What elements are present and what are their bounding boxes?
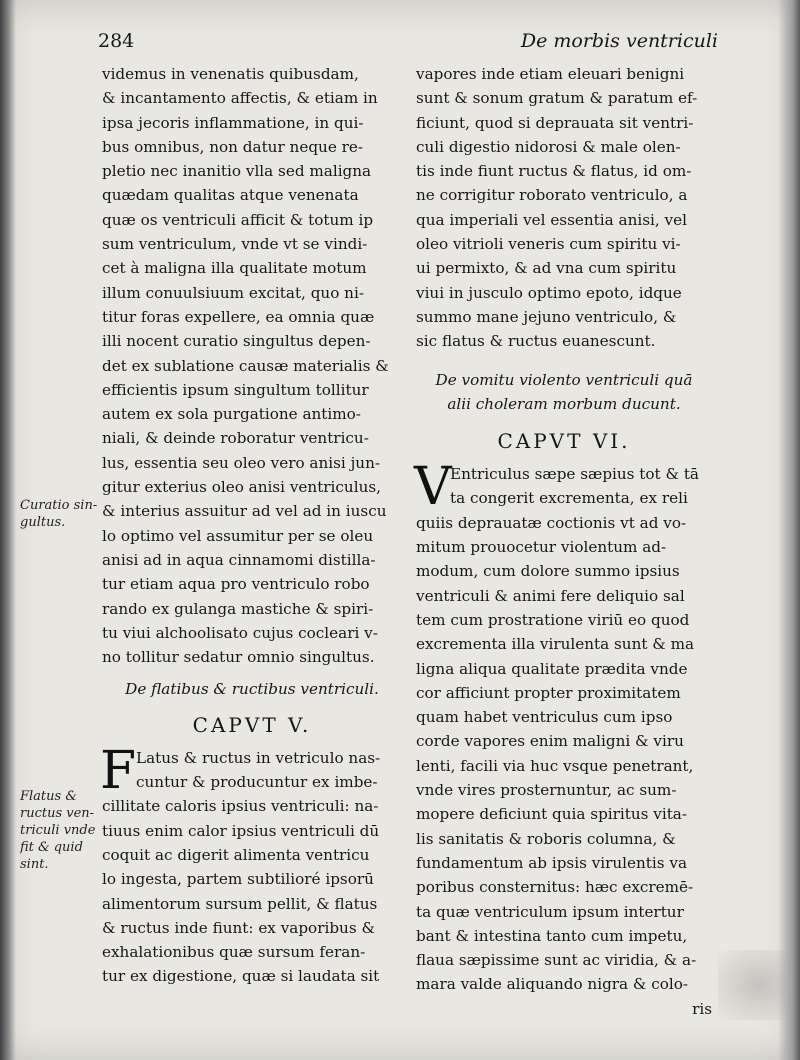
text-line: sum ventriculum, vnde vt se vindi- [102, 235, 368, 254]
text-line: culi digestio nidorosi & male olen- [416, 137, 681, 156]
text-line: tu viui alchoolisato cujus cocleari v- [102, 623, 378, 642]
text-line: gitur exterius oleo anisi ventriculus, [102, 478, 381, 497]
left-column [102, 62, 402, 989]
text-line: cet à maligna illa qualitate motum [102, 259, 367, 278]
text-line: titur foras expellere, ea omnia quæ [102, 307, 375, 326]
text-line: tur etiam aqua pro ventriculo robo [102, 575, 370, 594]
text-line: quam habet ventriculus cum ipso [416, 708, 673, 727]
text-line: & ructus inde fiunt: ex vaporibus & [102, 918, 375, 937]
text-line: ne corrigitur roborato ventriculo, a [416, 186, 688, 205]
text-line: lis sanitatis & roboris columna, & [416, 829, 676, 848]
margin-note-line: sint. [20, 857, 49, 872]
margin-note-line: ructus ven- [20, 806, 95, 821]
text-line: oleo vitrioli veneris cum spiritu vi- [416, 235, 681, 254]
text-line: anisi ad in aqua cinnamomi distilla- [102, 550, 376, 569]
text-line: flaua sæpissime sunt ac viridia, & a- [416, 951, 697, 970]
text-line: Latus & ructus in vetriculo nas- [136, 748, 381, 767]
text-line: mitum prouocetur violentum ad- [416, 538, 667, 557]
text-line: cillitate caloris ipsius ventriculi: na- [102, 797, 379, 816]
text-line: lenti, facili via huc vsque penetrant, [416, 756, 694, 775]
text-line: ipsa jecoris inflammatione, in qui- [102, 113, 364, 132]
margin-note-line: fit & quid [20, 840, 83, 855]
chapter-heading-vi: CAPVT VI. [497, 429, 631, 454]
text-line: ventriculi & animi fere deliquio sal [416, 586, 685, 605]
text-line: det ex sublatione causæ materialis & [102, 356, 389, 375]
left-body-top [102, 62, 402, 669]
margin-note-line: Curatio sin- [20, 498, 98, 513]
text-line: excrementa illa virulenta sunt & ma [416, 635, 695, 654]
text-line: niali, & deinde roboratur ventricu- [102, 429, 369, 448]
text-line: ui permixto, & ad vna cum spiritu [416, 259, 677, 278]
text-line: ta quæ ventriculum ipsum intertur [416, 902, 684, 921]
drop-cap-letter: F [100, 740, 137, 801]
text-line: pletio nec inanitio vlla sed maligna [102, 162, 372, 181]
text-line: & interius assuitur ad vel ad in iuscu [102, 502, 387, 521]
text-line: tiuus enim calor ipsius ventriculi dū [102, 821, 380, 840]
section-heading-vomitu-line2: alii choleram morbum ducunt. [447, 394, 681, 413]
catchword: ris [692, 999, 712, 1018]
text-line: ficiunt, quod si deprauata sit ventri- [416, 113, 694, 132]
chapter-vi-body [414, 457, 712, 1021]
chapter-v-body [100, 740, 402, 989]
text-line: bus omnibus, non datur neque re- [102, 137, 364, 156]
margin-note-line: gultus. [20, 515, 66, 530]
text-line: modum, cum dolore summo ipsius [416, 562, 680, 581]
text-line: qua imperiali vel essentia anisi, vel [416, 210, 687, 229]
page-number: 284 [98, 30, 135, 52]
text-line: lus, essentia seu oleo vero anisi jun- [102, 453, 381, 472]
text-line: bant & intestina tanto cum impetu, [416, 926, 688, 945]
text-line: tur ex digestione, quæ si laudata sit [102, 967, 380, 986]
running-head [98, 30, 718, 58]
chapter-heading-v: CAPVT V. [192, 712, 312, 737]
text-line: rando ex gulanga mastiche & spiri- [102, 599, 374, 618]
margin-note-line: Flatus & [20, 789, 77, 804]
drop-cap-letter: V [414, 457, 452, 518]
text-line: lo ingesta, partem subtilioré ipsorū [102, 870, 374, 889]
text-line: cor afficiunt propter proximitatem [416, 683, 681, 702]
text-line: alimentorum sursum pellit, & flatus [102, 894, 378, 913]
text-line: summo mane jejuno ventriculo, & [416, 307, 677, 326]
text-line: vapores inde etiam eleuari benigni [416, 65, 685, 83]
text-line: tis inde fiunt ructus & flatus, id om- [416, 162, 692, 181]
text-line: videmus in venenatis quibusdam, [102, 65, 359, 83]
text-line: tem cum prostratione viriū eo quod [416, 610, 690, 629]
running-title: De morbis ventriculi [520, 30, 718, 52]
show-through-smudge [718, 950, 798, 1020]
text-line: illi nocent curatio singultus depen- [102, 332, 371, 351]
text-line: Entriculus sæpe sæpius tot & tā [450, 465, 699, 484]
right-body-top [416, 62, 712, 354]
text-line: autem ex sola purgatione antimo- [102, 405, 361, 424]
section-heading-vomitu-line1: De vomitu violento ventriculi quā [435, 370, 693, 389]
text-line: quæ os ventriculi afficit & totum ip [102, 210, 374, 229]
text-line: ta congerit excrementa, ex reli [450, 489, 688, 508]
text-line: fundamentum ab ipsis virulentis va [416, 853, 688, 872]
section-heading-flatibus: De flatibus & ructibus ventriculi. [125, 680, 379, 699]
text-line: sic flatus & ructus euanescunt. [416, 332, 656, 351]
text-line: corde vapores enim maligni & viru [416, 732, 684, 751]
text-line: mopere deficiunt quia spiritus vita- [416, 805, 687, 824]
text-line: viui in jusculo optimo epoto, idque [416, 283, 682, 302]
text-line: quædam qualitas atque venenata [102, 186, 359, 205]
text-line: mara valde aliquando nigra & colo- [416, 975, 689, 994]
text-line: lo optimo vel assumitur per se oleu [102, 526, 374, 545]
text-line: no tollitur sedatur omnio singultus. [102, 648, 375, 667]
text-line: sunt & sonum gratum & paratum ef- [416, 89, 698, 108]
text-line: & incantamento affectis, & etiam in [102, 89, 378, 108]
text-line: poribus consternitus: hæc excremē- [416, 878, 694, 897]
text-line: quiis deprauatæ coctionis vt ad vo- [416, 513, 687, 532]
text-line: vnde vires prosternuntur, ac sum- [416, 781, 677, 800]
text-line: illum conuulsiuum excitat, quo ni- [102, 283, 364, 302]
right-column [416, 62, 712, 1021]
text-line: cuntur & producuntur ex imbe- [136, 773, 378, 792]
text-line: coquit ac digerit alimenta ventricu [102, 845, 370, 864]
margin-note-line: triculi vnde [20, 823, 96, 838]
text-line: ligna aliqua qualitate prædita vnde [416, 659, 688, 678]
text-line: efficientis ipsum singultum tollitur [102, 380, 369, 399]
text-line: exhalationibus quæ sursum feran- [102, 943, 366, 962]
